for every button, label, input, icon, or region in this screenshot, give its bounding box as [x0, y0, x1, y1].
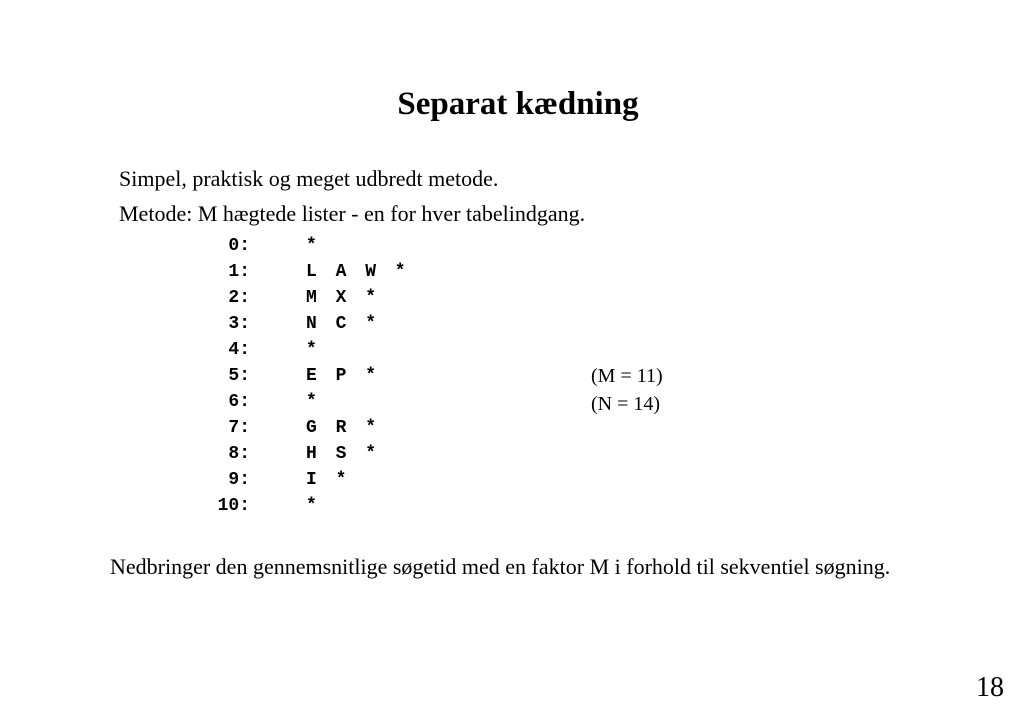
note-table-size: (M = 11) [591, 365, 663, 387]
table-chain: * [306, 340, 321, 360]
table-index: 4: [228, 340, 250, 360]
table-index: 5: [228, 366, 250, 386]
table-index: 7: [228, 418, 250, 438]
table-chain: I * [306, 470, 351, 490]
intro-line-2: Metode: M hægtede lister - en for hver tabelindgang. [119, 201, 586, 226]
table-row [200, 259, 410, 285]
table-chain: L A W * [306, 262, 410, 282]
table-row [200, 285, 381, 311]
hash-table-listing [200, 233, 410, 519]
table-row [200, 233, 321, 259]
slide-title: Separat kædning [397, 86, 639, 122]
table-index: 3: [228, 314, 250, 334]
table-index: 2: [228, 288, 250, 308]
table-row [200, 311, 381, 337]
table-index: 10: [217, 496, 250, 516]
table-row [200, 467, 351, 493]
table-row [200, 363, 381, 389]
table-chain: E P * [306, 366, 381, 386]
table-index: 1: [228, 262, 250, 282]
summary-text: Nedbringer den gennemsnitlige søgetid med en faktor M i forhold til sekventiel søgning. [110, 554, 891, 579]
table-chain: * [306, 496, 321, 516]
table-index: 6: [228, 392, 250, 412]
table-row [200, 493, 321, 519]
table-chain: M X * [306, 288, 381, 308]
table-chain: * [306, 392, 321, 412]
intro-line-1: Simpel, praktisk og meget udbredt metode. [119, 166, 499, 191]
table-chain: * [306, 236, 321, 256]
table-chain: N C * [306, 314, 381, 334]
note-key-count: (N = 14) [591, 393, 661, 415]
table-index: 0: [228, 236, 250, 256]
table-index: 9: [228, 470, 250, 490]
page-number: 18 [976, 672, 1004, 703]
table-index: 8: [228, 444, 250, 464]
table-chain: H S * [306, 444, 381, 464]
table-row [200, 337, 321, 363]
table-row [200, 389, 321, 415]
table-row [200, 441, 381, 467]
table-chain: G R * [306, 418, 381, 438]
table-row [200, 415, 381, 441]
